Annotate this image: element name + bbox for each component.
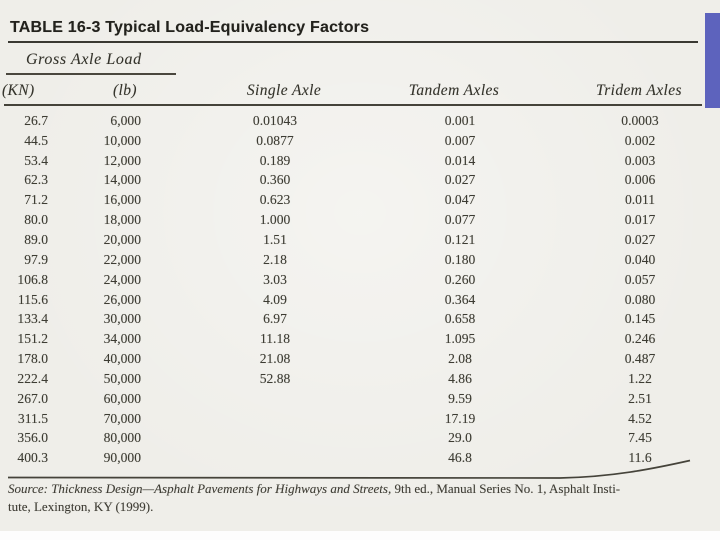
- table-cell: 0.057: [624, 271, 656, 287]
- table-cell: 14,000: [103, 172, 141, 188]
- table-cell: 18,000: [103, 212, 141, 228]
- table-cell: 46.8: [448, 450, 472, 466]
- table-row: [0, 429, 700, 449]
- group-header-underline: [6, 73, 176, 75]
- source-line2: tute, Lexington, KY (1999).: [8, 498, 154, 514]
- header-rule: [4, 104, 702, 106]
- table-cell: 4.09: [263, 291, 287, 307]
- table-cell: 24,000: [103, 271, 141, 287]
- table-cell: 0.0877: [256, 132, 294, 148]
- table-row: [0, 171, 700, 191]
- source-note: [8, 480, 708, 515]
- table-row: [0, 290, 700, 310]
- table-cell: 2.51: [628, 390, 652, 406]
- table-cell: 20,000: [103, 231, 141, 247]
- table-cell: 52.88: [259, 370, 291, 386]
- group-header-gross-axle-load: Gross Axle Load: [26, 51, 142, 68]
- table-cell: 0.003: [624, 152, 656, 168]
- table-cell: 151.2: [17, 331, 48, 347]
- source-label: Source:: [8, 481, 48, 496]
- table-cell: 30,000: [103, 311, 141, 327]
- table-cell: 4.52: [628, 410, 652, 426]
- table-row: [0, 309, 700, 329]
- source-line1-rest: 9th ed., Manual Series No. 1, Asphalt Insti-: [391, 481, 621, 496]
- table-cell: 62.3: [24, 172, 48, 188]
- table-cell: 0.047: [444, 192, 476, 208]
- table-cell: 21.08: [259, 351, 291, 367]
- table-row: [0, 230, 700, 250]
- table-cell: 0.121: [444, 231, 476, 247]
- title-rule: [8, 41, 698, 43]
- table-row: [0, 349, 700, 369]
- column-header-tridem-axles: Tridem Axles: [596, 82, 682, 99]
- table-cell: 80.0: [24, 212, 48, 228]
- table-cell: 60,000: [103, 390, 141, 406]
- table-cell: 71.2: [24, 192, 48, 208]
- table-cell: 0.011: [624, 192, 656, 208]
- table-row: [0, 329, 700, 349]
- table-row: [0, 210, 700, 230]
- table-cell: 17.19: [444, 410, 476, 426]
- table-cell: 0.260: [444, 271, 476, 287]
- table-row: [0, 131, 700, 151]
- table-cell: 0.077: [444, 212, 476, 228]
- table-cell: 16,000: [103, 192, 141, 208]
- table-cell: 80,000: [103, 430, 141, 446]
- table-cell: 34,000: [103, 331, 141, 347]
- table-cell: 22,000: [103, 251, 141, 267]
- table-row: [0, 389, 700, 409]
- table-cell: 0.027: [444, 172, 476, 188]
- table-row: [0, 270, 700, 290]
- table-cell: 6,000: [110, 112, 141, 128]
- table-cell: 1.095: [444, 331, 476, 347]
- table-cell: 0.623: [259, 192, 291, 208]
- table-cell: 10,000: [103, 132, 141, 148]
- table-row: [0, 190, 700, 210]
- table-cell: 178.0: [17, 351, 48, 367]
- column-header-kn: (KN): [2, 82, 35, 99]
- table-cell: 267.0: [17, 390, 48, 406]
- table-cell: 356.0: [17, 430, 48, 446]
- table-cell: 44.5: [24, 132, 48, 148]
- table-cell: 2.18: [263, 251, 287, 267]
- table-row: [0, 409, 700, 429]
- table-cell: 0.006: [624, 172, 656, 188]
- table-cell: 97.9: [24, 251, 48, 267]
- source-work-title: Thickness Design—Asphalt Pavements for Highways and Streets,: [51, 481, 392, 496]
- table-cell: 12,000: [103, 152, 141, 168]
- table-row: [0, 151, 700, 171]
- table-cell: 0.189: [259, 152, 291, 168]
- table-cell: 1.22: [628, 370, 652, 386]
- table-cell: 9.59: [448, 390, 472, 406]
- table-cell: 7.45: [628, 430, 652, 446]
- table-cell: 222.4: [17, 370, 48, 386]
- table-cell: 70,000: [103, 410, 141, 426]
- table-row: [0, 250, 700, 270]
- table-header-row: [0, 82, 700, 100]
- table-cell: 1.000: [259, 212, 291, 228]
- table-cell: 0.040: [624, 251, 656, 267]
- table-cell: 0.180: [444, 251, 476, 267]
- table-cell: 0.002: [624, 132, 656, 148]
- table-cell: 26,000: [103, 291, 141, 307]
- column-header-single-axle: Single Axle: [246, 82, 322, 99]
- table-cell: 106.8: [17, 271, 48, 287]
- table-cell: 40,000: [103, 351, 141, 367]
- table-cell: 0.145: [624, 311, 656, 327]
- table-cell: 1.51: [263, 231, 287, 247]
- table-title: TABLE 16-3 Typical Load-Equivalency Factors: [10, 19, 370, 36]
- table-cell: 133.4: [17, 311, 48, 327]
- table-cell: 50,000: [103, 370, 141, 386]
- table-cell: 0.014: [444, 152, 476, 168]
- table-cell: 0.658: [444, 311, 476, 327]
- table-cell: 400.3: [17, 450, 48, 466]
- table-cell: 0.0003: [621, 112, 659, 128]
- table-cell: 0.007: [444, 132, 476, 148]
- table-cell: 26.7: [24, 112, 48, 128]
- table-cell: 0.364: [444, 291, 476, 307]
- table-cell: 115.6: [17, 291, 48, 307]
- table-cell: 11.18: [259, 331, 291, 347]
- table-cell: 89.0: [24, 231, 48, 247]
- table-row: [0, 369, 700, 389]
- table-cell: 0.080: [624, 291, 656, 307]
- table-cell: 2.08: [448, 351, 472, 367]
- table-cell: 11.6: [628, 450, 652, 466]
- table-cell: 3.03: [263, 271, 287, 287]
- table-cell: 0.027: [624, 231, 656, 247]
- column-header-tandem-axles: Tandem Axles: [408, 82, 500, 99]
- table-cell: 4.86: [448, 370, 472, 386]
- table-cell: 90,000: [103, 450, 141, 466]
- table-cell: 53.4: [24, 152, 48, 168]
- table-body: [0, 111, 700, 468]
- table-cell: 0.001: [444, 112, 476, 128]
- table-cell: 0.360: [259, 172, 291, 188]
- table-row: [0, 111, 700, 131]
- slide-accent-bar: [705, 13, 720, 108]
- table-cell: 0.246: [624, 331, 656, 347]
- table-cell: 29.0: [448, 430, 472, 446]
- slide-bottom-margin: [0, 531, 720, 540]
- table-cell: 0.487: [624, 351, 656, 367]
- table-cell: 311.5: [17, 410, 48, 426]
- table-cell: 6.97: [263, 311, 287, 327]
- column-header-lb: (lb): [113, 82, 137, 99]
- table-cell: 0.017: [624, 212, 656, 228]
- table-cell: 0.01043: [252, 112, 298, 128]
